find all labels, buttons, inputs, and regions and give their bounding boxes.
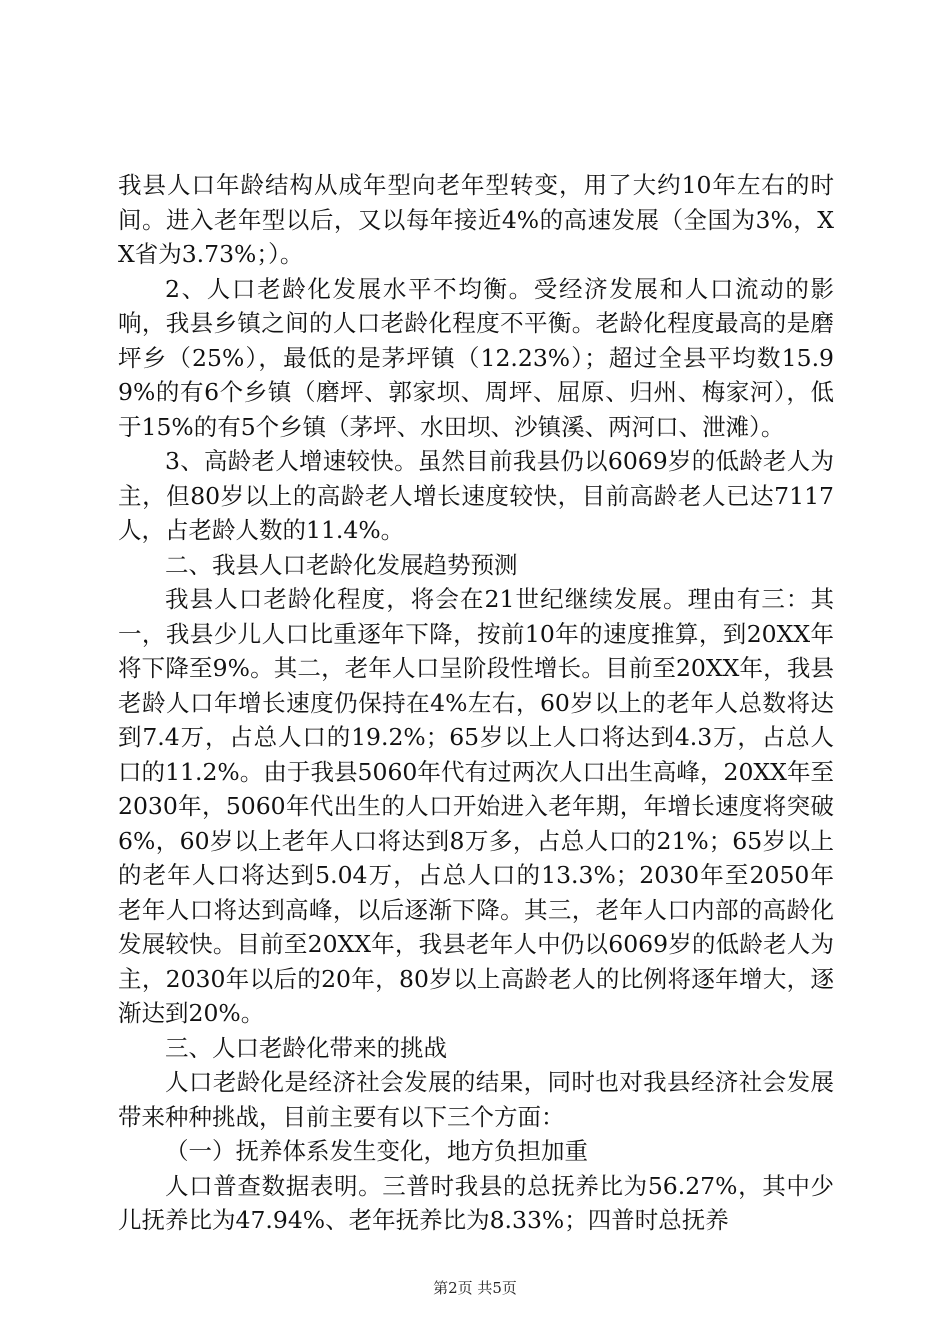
page-number: 第2页 共5页 — [433, 1279, 517, 1297]
paragraph-2: 2、人口老龄化发展水平不均衡。受经济发展和人口流动的影响，我县乡镇之间的人口老龄化程度不平衡。老龄化程度最高的是磨坪乡（25%），最低的是茅坪镇（12.23%）；超过全县平均数15.99%的有6个乡镇（磨坪、郭家坝、周坪、屈原、归州、梅家河），低于15%的有5个乡镇（茅坪、水田坝、沙镇溪、两河口、泄滩）。 — [118, 274, 834, 441]
paragraph-3: 3、高龄老人增速较快。虽然目前我县仍以6069岁的低龄老人为主，但80岁以上的高龄老人增长速度较快，目前高龄老人已达7117人，占老龄人数的11.4%。 — [118, 447, 834, 544]
subsection-heading-1: （一）抚养体系发生变化，地方负担加重 — [165, 1137, 588, 1165]
section-heading-3: 三、人口老龄化带来的挑战 — [165, 1033, 447, 1062]
page-footer — [0, 1278, 950, 1298]
paragraph-1: 我县人口年龄结构从成年型向老年型转变，用了大约10年左右的时间。进入老年型以后，又以每年接近4%的高速发展（全国为3%，XX省为3.73%；）。 — [118, 171, 834, 268]
section-heading-2: 二、我县人口老龄化发展趋势预测 — [165, 550, 518, 579]
paragraph-4: 我县人口老龄化程度，将会在21世纪继续发展。理由有三：其一，我县少儿人口比重逐年下降，按前10年的速度推算，到20XX年将下降至9%。其二，老年人口呈阶段性增长。目前至20XX年，我县老龄人口年增长速度仍保持在4%左右，60岁以上的老年人总数将达到7.4万，占总人口的19.2%；65岁以上人口将达到4.3万，占总人口的11.2%。由于我县5060年代有过两次人口出生高峰，20XX年至2030年，5060年代出生的人口开始进入老年期，年增长速度将突破6%，60岁以上老年人口将达到8万多，占总人口的21%；65岁以上的老年人口将达到5.04万，占总人口的13.3%；2030年至2050年老年人口将达到高峰，以后逐渐下降。其三，老年人口内部的高龄化发展较快。目前至20XX年，我县老年人中仍以6069岁的低龄老人为主，2030年以后的20年，80岁以上高龄老人的比例将逐年增大，逐渐达到20%。 — [118, 585, 834, 1027]
paragraph-5: 人口老龄化是经济社会发展的结果，同时也对我县经济社会发展带来种种挑战，目前主要有以下三个方面： — [118, 1068, 834, 1131]
paragraph-6: 人口普查数据表明。三普时我县的总抚养比为56.27%，其中少儿抚养比为47.94%、老年抚养比为8.33%；四普时总抚养 — [118, 1171, 834, 1234]
document-body — [118, 168, 834, 1238]
